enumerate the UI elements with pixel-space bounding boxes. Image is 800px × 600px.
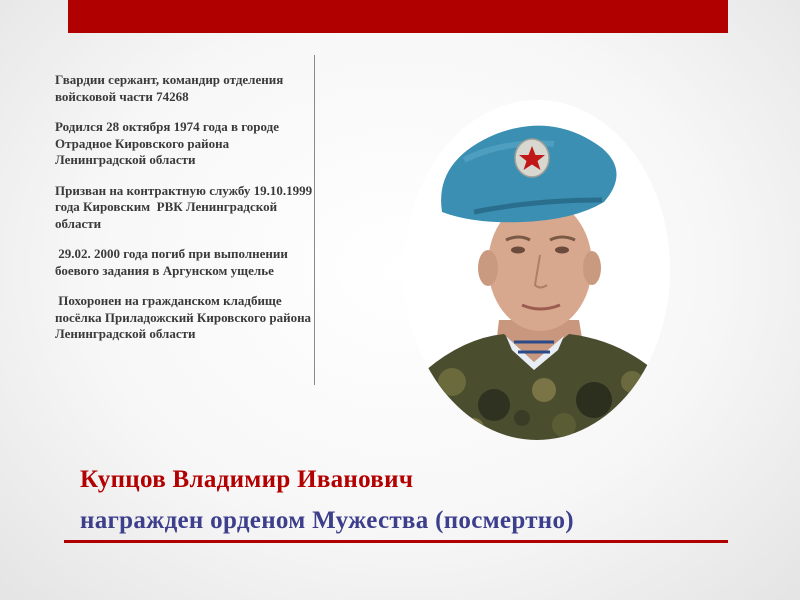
biography-text — [55, 72, 317, 357]
soldier-portrait — [404, 100, 670, 440]
title-underline — [64, 540, 728, 543]
vertical-divider — [314, 55, 315, 385]
bio-born: Родился 28 октября 1974 года в городе Отрадное Кировского района Ленинградской области — [55, 119, 283, 167]
bio-died: 29.02. 2000 года погиб при выполнении боевого задания в Аргунском ущелье — [55, 246, 292, 278]
hero-name: Купцов Владимир Иванович — [80, 466, 414, 493]
top-banner-bar — [68, 0, 728, 33]
award-text: награжден орденом Мужества (посмертно) — [80, 507, 574, 534]
bio-buried: Похоронен на гражданском кладбище посёлка Приладожский Кировского района Ленинградской области — [55, 293, 315, 341]
bio-drafted: Призван на контрактную службу 19.10.1999 года Кировским РВК Ленинградской области — [55, 182, 313, 231]
bio-rank: Гвардии сержант, командир отделения войсковой части 74268 — [55, 72, 287, 104]
